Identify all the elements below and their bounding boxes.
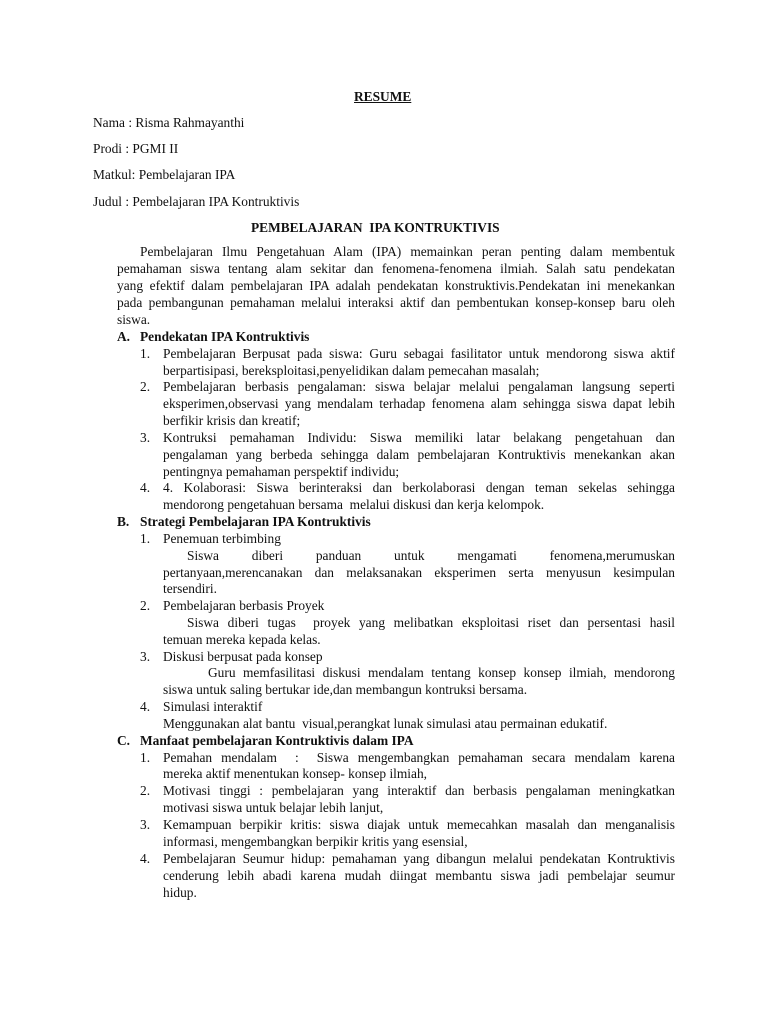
list-item-line: berpartisipasi, bereksploitasi,penyelidikan dalam pemecahan masalah;: [163, 363, 540, 378]
intro-line: pemahaman siswa tentang alam sekitar dan fenomena-fenomena ilmiah. Salah satu pendekatan: [117, 261, 675, 276]
list-item-line: Motivasi tinggi : pembelajaran yang interaktif dan berbasis pengalaman meningkatkan: [163, 783, 675, 798]
list-item-line: pengalaman yang berbeda sehingga dalam pembelajaran Kontruktivis menekankan akan: [163, 447, 675, 462]
list-item-line: Kemampuan berpikir kritis: siswa diajak untuk memecahkan masalah dan menganalisis: [163, 817, 675, 832]
list-item-line: Siswa diberi tugas proyek yang melibatkan eksploitasi riset dan persentasi hasil: [187, 615, 675, 630]
list-item-line: temuan mereka kepada kelas.: [163, 632, 321, 647]
list-item-line: motivasi siswa untuk belajar lebih lanjut,: [163, 800, 384, 815]
section-a-title: Pendekatan IPA Kontruktivis: [140, 329, 310, 344]
list-item-line: Pembelajaran Seumur hidup: pemahaman yang dibangun melalui pendekatan Kontruktivis: [163, 851, 675, 866]
section-b-label: B.: [117, 514, 130, 529]
list-number: 1.: [140, 750, 151, 765]
list-number: 2.: [140, 379, 151, 394]
list-number: 3.: [140, 817, 151, 832]
list-item-title: Pembelajaran berbasis Proyek: [163, 598, 325, 613]
list-number: 4.: [140, 699, 151, 714]
main-heading: PEMBELAJARAN IPA KONTRUKTIVIS: [251, 220, 500, 235]
list-item-line: hidup.: [163, 885, 197, 900]
list-number: 1.: [140, 346, 151, 361]
list-item-line: tersendiri.: [163, 581, 217, 596]
intro-line: pada pembangunan pemahaman melalui interaksi aktif dan pembentukan konsep-konsep baru oleh: [117, 295, 675, 310]
list-item-title: Simulasi interaktif: [163, 699, 263, 714]
matkul-line: Matkul: Pembelajaran IPA: [93, 167, 236, 182]
list-number: 1.: [140, 531, 151, 546]
nama-line: Nama : Risma Rahmayanthi: [93, 115, 245, 130]
list-item-line: pertanyaan,merencanakan dan melaksanakan eksperimen serta menyusun kesimpulan: [163, 565, 675, 580]
list-number: 4.: [140, 851, 151, 866]
section-b-title: Strategi Pembelajaran IPA Kontruktivis: [140, 514, 371, 529]
list-item-line: Pembelajaran berbasis pengalaman: siswa belajar melalui pengalaman langsung seperti: [163, 379, 675, 394]
list-item-line: Siswa diberi panduan untuk mengamati fenomena,merumuskan: [187, 548, 675, 563]
prodi-line: Prodi : PGMI II: [93, 141, 179, 156]
list-number: 2.: [140, 598, 151, 613]
list-item-line: Pembelajaran Berpusat pada siswa: Guru sebagai fasilitator untuk mendorong siswa aktif: [163, 346, 675, 361]
intro-line: siswa.: [117, 312, 151, 327]
list-item-line: cenderung lebih abadi karena mudah diingat membantu siswa jadi pembelajar seumur: [163, 868, 675, 883]
list-number: 3.: [140, 649, 151, 664]
section-c-title: Manfaat pembelajaran Kontruktivis dalam IPA: [140, 733, 414, 748]
list-number: 2.: [140, 783, 151, 798]
section-c-label: C.: [117, 733, 131, 748]
list-item-title: Diskusi berpusat pada konsep: [163, 649, 323, 664]
section-a-label: A.: [117, 329, 131, 344]
judul-line: Judul : Pembelajaran IPA Kontruktivis: [93, 194, 300, 209]
list-item-title: Penemuan terbimbing: [163, 531, 281, 546]
intro-line: yang efektif dalam pembelajaran IPA adalah pendekatan konstruktivis.Pendekatan ini menekankan: [117, 278, 675, 293]
intro-line: Pembelajaran Ilmu Pengetahuan Alam (IPA) memainkan peran penting dalam membentuk: [140, 244, 675, 259]
list-item-line: Pemahan mendalam : Siswa mengembangkan pemahaman secara mendalam karena: [163, 750, 675, 765]
list-item-line: mendorong pengetahuan bersama melalui diskusi dan kerja kelompok.: [163, 497, 545, 512]
list-number: 3.: [140, 430, 151, 445]
list-item-line: informasi, mengembangkan berpikir kritis yang esensial,: [163, 834, 468, 849]
list-item-line: Kontruksi pemahaman Individu: Siswa memiliki latar belakang pengetahuan dan: [163, 430, 675, 445]
list-item-line: eksperimen,observasi yang mendalam terhadap fenomena alam sehingga siswa dapat lebih: [163, 396, 675, 411]
list-item-line: Menggunakan alat bantu visual,perangkat lunak simulasi atau permainan edukatif.: [163, 716, 608, 731]
list-item-line: berfikir krisis dan kreatif;: [163, 413, 301, 428]
list-item-line: mereka aktif menentukan konsep- konsep ilmiah,: [163, 766, 428, 781]
list-item-line: 4. Kolaborasi: Siswa berinteraksi dan berkolaborasi dengan teman sekelas sehingga: [163, 480, 675, 495]
document-title: RESUME: [354, 89, 412, 104]
list-number: 4.: [140, 480, 151, 495]
list-item-line: pentingnya pemahaman perspektif individu;: [163, 464, 400, 479]
list-item-line: siswa untuk saling bertukar ide,dan membangun kontruksi bersama.: [163, 682, 528, 697]
list-item-line: Guru memfasilitasi diskusi mendalam tentang konsep konsep ilmiah, mendorong: [208, 665, 675, 680]
